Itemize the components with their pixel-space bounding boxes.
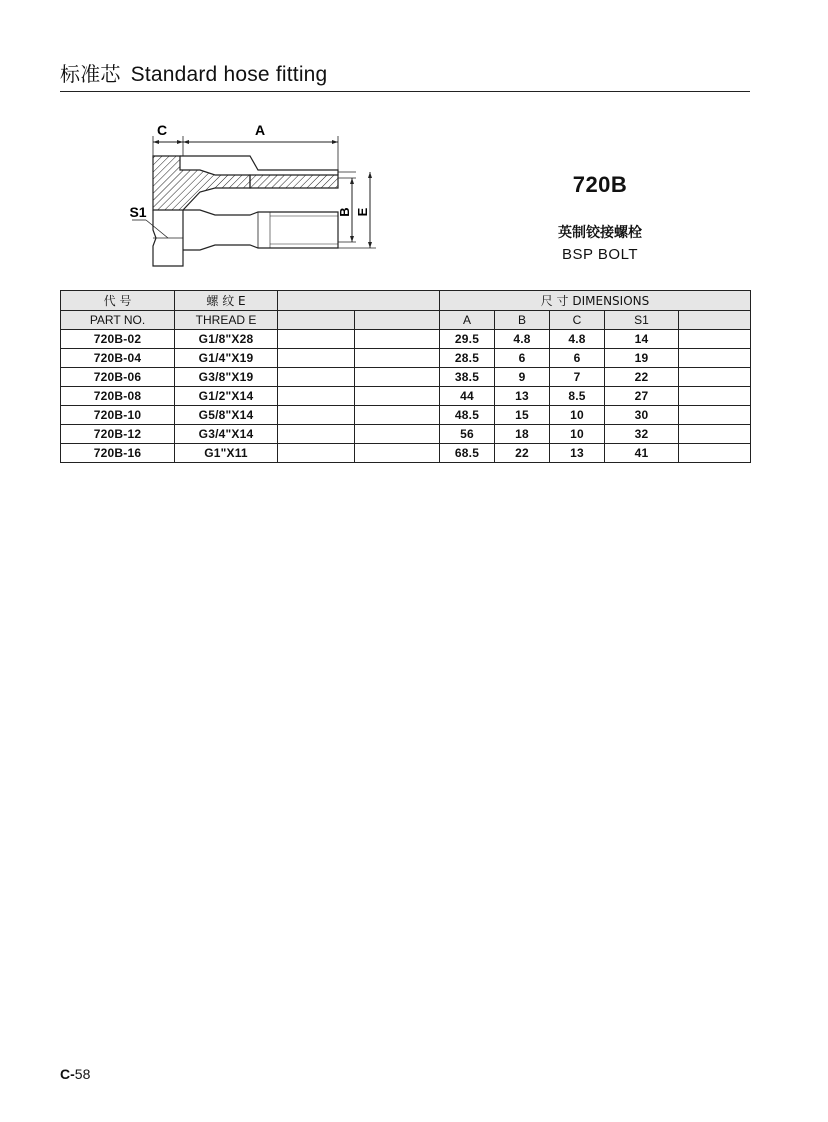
page-title bbox=[60, 58, 327, 87]
header-code-en: PART NO. bbox=[61, 311, 175, 330]
cell-thread: G1/2"X14 bbox=[175, 387, 278, 406]
cell-c: 4.8 bbox=[550, 330, 605, 349]
cell-c: 13 bbox=[550, 444, 605, 463]
table-row bbox=[61, 368, 751, 387]
cell-a: 38.5 bbox=[440, 368, 495, 387]
cell-part: 720B-12 bbox=[61, 425, 175, 444]
dim-b-label: B bbox=[337, 207, 352, 217]
cell-empty bbox=[355, 444, 440, 463]
cell-b: 15 bbox=[495, 406, 550, 425]
cell-part: 720B-16 bbox=[61, 444, 175, 463]
cell-empty bbox=[679, 444, 751, 463]
cell-b: 4.8 bbox=[495, 330, 550, 349]
page-title-en: Standard hose fitting bbox=[130, 63, 328, 86]
cell-b: 18 bbox=[495, 425, 550, 444]
cell-s1: 41 bbox=[605, 444, 679, 463]
cell-a: 48.5 bbox=[440, 406, 495, 425]
cell-thread: G5/8"X14 bbox=[175, 406, 278, 425]
cell-part: 720B-10 bbox=[61, 406, 175, 425]
header-thread-zh: 螺 纹 E bbox=[175, 291, 278, 311]
header-dimensions: 尺 寸 DIMENSIONS bbox=[440, 291, 751, 311]
header-thread-en: THREAD E bbox=[175, 311, 278, 330]
header-a: A bbox=[440, 311, 495, 330]
cell-c: 7 bbox=[550, 368, 605, 387]
header-row-en bbox=[61, 311, 751, 330]
cell-s1: 22 bbox=[605, 368, 679, 387]
cell-thread: G1"X11 bbox=[175, 444, 278, 463]
dim-e-label: E bbox=[355, 207, 370, 217]
cell-empty bbox=[355, 387, 440, 406]
cell-empty bbox=[278, 444, 355, 463]
cell-s1: 30 bbox=[605, 406, 679, 425]
cell-empty bbox=[679, 330, 751, 349]
cell-b: 13 bbox=[495, 387, 550, 406]
product-name-zh: 英制铰接螺栓 bbox=[558, 225, 642, 241]
cell-empty bbox=[278, 406, 355, 425]
cell-part: 720B-08 bbox=[61, 387, 175, 406]
product-name-en: BSP BOLT bbox=[562, 246, 638, 263]
cell-empty bbox=[355, 349, 440, 368]
header-b: B bbox=[495, 311, 550, 330]
cell-thread: G1/4"X19 bbox=[175, 349, 278, 368]
cell-empty bbox=[679, 406, 751, 425]
cell-s1: 32 bbox=[605, 425, 679, 444]
title-divider bbox=[60, 91, 750, 92]
cell-empty bbox=[355, 406, 440, 425]
page-number bbox=[60, 1066, 90, 1082]
cell-part: 720B-06 bbox=[61, 368, 175, 387]
cell-empty bbox=[278, 425, 355, 444]
cell-empty bbox=[278, 368, 355, 387]
table-row bbox=[61, 330, 751, 349]
cell-empty bbox=[355, 330, 440, 349]
cell-s1: 19 bbox=[605, 349, 679, 368]
table-row bbox=[61, 387, 751, 406]
dim-s1-label: S1 bbox=[129, 204, 147, 220]
cell-c: 10 bbox=[550, 425, 605, 444]
header-blank bbox=[278, 291, 440, 311]
header-empty-3 bbox=[679, 311, 751, 330]
header-code-zh: 代 号 bbox=[61, 291, 175, 311]
table-row bbox=[61, 425, 751, 444]
table-row bbox=[61, 444, 751, 463]
cell-b: 6 bbox=[495, 349, 550, 368]
dim-a-label: A bbox=[254, 122, 266, 138]
page-prefix: C- bbox=[60, 1066, 75, 1082]
cell-c: 8.5 bbox=[550, 387, 605, 406]
cell-s1: 27 bbox=[605, 387, 679, 406]
cell-empty bbox=[355, 425, 440, 444]
product-model: 720B bbox=[572, 172, 628, 197]
cell-thread: G1/8"X28 bbox=[175, 330, 278, 349]
table-row bbox=[61, 406, 751, 425]
cell-empty bbox=[679, 368, 751, 387]
cell-b: 22 bbox=[495, 444, 550, 463]
header-c: C bbox=[550, 311, 605, 330]
cell-empty bbox=[278, 330, 355, 349]
cell-a: 68.5 bbox=[440, 444, 495, 463]
header-empty-2 bbox=[355, 311, 440, 330]
cell-b: 9 bbox=[495, 368, 550, 387]
cell-a: 56 bbox=[440, 425, 495, 444]
cell-a: 44 bbox=[440, 387, 495, 406]
cell-a: 29.5 bbox=[440, 330, 495, 349]
cell-part: 720B-04 bbox=[61, 349, 175, 368]
cell-c: 10 bbox=[550, 406, 605, 425]
header-row-zh bbox=[61, 291, 751, 311]
page-number-value: 58 bbox=[74, 1066, 91, 1082]
table-row bbox=[61, 349, 751, 368]
cell-c: 6 bbox=[550, 349, 605, 368]
dim-c-label: C bbox=[156, 122, 168, 138]
fitting-drawing bbox=[120, 120, 390, 280]
cell-empty bbox=[679, 425, 751, 444]
page-title-zh: 标准芯 bbox=[60, 62, 121, 86]
header-s1: S1 bbox=[605, 311, 679, 330]
cell-thread: G3/8"X19 bbox=[175, 368, 278, 387]
header-empty-1 bbox=[278, 311, 355, 330]
cell-empty bbox=[679, 349, 751, 368]
cell-empty bbox=[679, 387, 751, 406]
cell-part: 720B-02 bbox=[61, 330, 175, 349]
cell-empty bbox=[278, 387, 355, 406]
cell-a: 28.5 bbox=[440, 349, 495, 368]
cell-empty bbox=[355, 368, 440, 387]
spec-table bbox=[60, 290, 751, 463]
cell-empty bbox=[278, 349, 355, 368]
cell-thread: G3/4"X14 bbox=[175, 425, 278, 444]
cell-s1: 14 bbox=[605, 330, 679, 349]
